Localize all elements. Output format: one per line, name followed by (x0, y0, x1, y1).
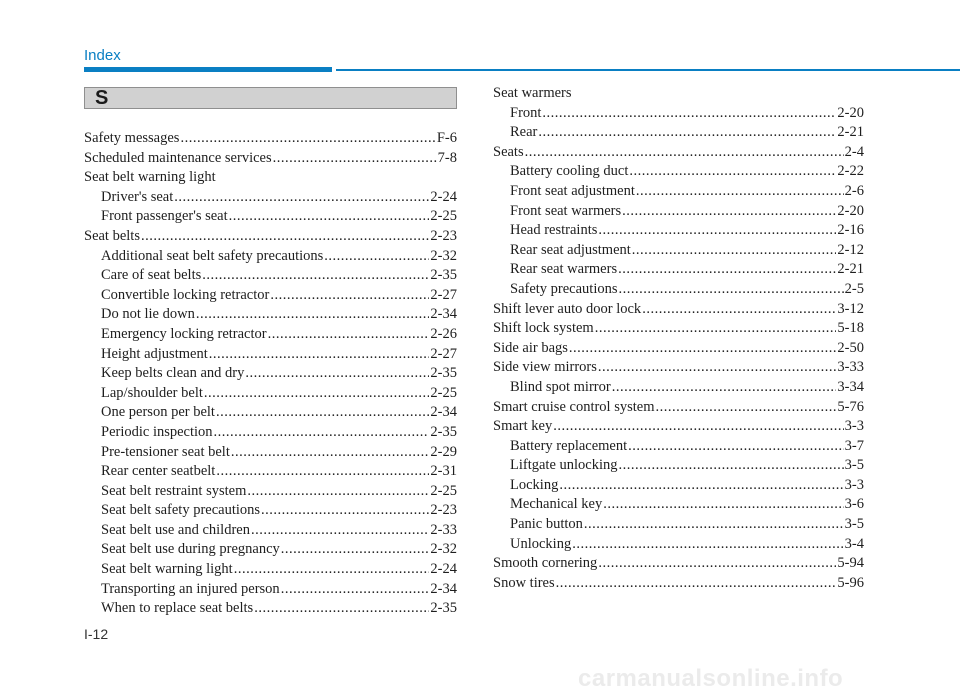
index-entry-page: 2-27 (430, 286, 457, 303)
index-entry-page: F-6 (436, 130, 457, 146)
index-entry (493, 574, 864, 594)
dot-leader (196, 305, 430, 325)
dot-leader (629, 162, 836, 182)
index-entry-text: Front passenger's seat (101, 208, 228, 225)
dot-leader (538, 123, 836, 143)
index-entry-page: 3-12 (837, 300, 864, 317)
index-entry-page: 2-4 (844, 143, 864, 160)
index-entry-text: Convertible locking retractor (101, 286, 270, 303)
index-entry-page: 2-32 (430, 247, 457, 264)
dot-leader (636, 182, 844, 202)
index-entry-text: Driver's seat (101, 188, 174, 205)
index-entry-text: Seat belt warning light (84, 169, 216, 186)
index-subentry (493, 260, 864, 280)
dot-leader (324, 247, 429, 267)
index-entry-text: Keep belts clean and dry (101, 365, 245, 382)
index-entry-text: Rear seat warmers (510, 261, 618, 278)
dot-leader (598, 221, 836, 241)
index-subentry (493, 476, 864, 496)
dot-leader (618, 260, 836, 280)
index-entry-text: Additional seat belt safety precautions (101, 247, 324, 264)
index-entry-page: 2-26 (430, 325, 457, 342)
dot-leader (598, 358, 837, 378)
dot-leader (655, 398, 836, 418)
index-subentry (84, 540, 457, 560)
index-subentry (493, 162, 864, 182)
index-subentry (84, 462, 457, 482)
dot-leader (584, 515, 844, 535)
index-subentry (84, 286, 457, 306)
index-entry-page: 2-21 (837, 261, 864, 278)
index-entry-page: 2-27 (430, 345, 457, 362)
index-entry-text: Lap/shoulder belt (101, 384, 203, 401)
index-entry (493, 84, 864, 104)
index-entry-page: 5-96 (837, 574, 864, 591)
dot-leader (202, 266, 429, 286)
section-letter: S (95, 87, 109, 109)
dot-leader (270, 286, 429, 306)
index-entry-text: Scheduled maintenance services (84, 149, 272, 166)
index-entry (493, 339, 864, 359)
index-subentry (493, 437, 864, 457)
index-entry-text: Panic button (510, 516, 583, 533)
dot-leader (216, 403, 429, 423)
index-entry-page: 2-24 (430, 561, 457, 578)
dot-leader (254, 599, 429, 619)
index-entry-text: Do not lie down (101, 306, 195, 323)
dot-leader (247, 482, 429, 502)
dot-leader (553, 417, 843, 437)
index-entry-page: 5-94 (837, 555, 864, 572)
header-rule-thick (84, 67, 332, 72)
index-entry-page: 2-24 (430, 188, 457, 205)
index-subentry (84, 345, 457, 365)
dot-leader (525, 143, 844, 163)
index-entry (493, 319, 864, 339)
dot-leader (559, 476, 843, 496)
index-entry-page: 2-5 (844, 280, 864, 297)
dot-leader (572, 535, 843, 555)
index-subentry (84, 599, 457, 619)
index-entry-text: Pre-tensioner seat belt (101, 443, 230, 460)
index-entry-text: Seats (493, 143, 524, 160)
index-entry-page: 2-12 (837, 241, 864, 258)
index-entry-page: 2-34 (430, 306, 457, 323)
index-entry-page: 3-5 (844, 457, 864, 474)
index-entry-page: 2-34 (430, 580, 457, 597)
index-entry-text: Rear seat adjustment (510, 241, 631, 258)
dot-leader (622, 202, 836, 222)
section-heading-box (84, 87, 457, 109)
index-entry-text: Battery replacement (510, 437, 628, 454)
dot-leader (598, 554, 836, 574)
index-entry-page: 3-3 (844, 476, 864, 493)
index-entry-page: 2-35 (430, 600, 457, 617)
index-entry-page: 2-29 (430, 443, 457, 460)
index-entry-text: Front (510, 104, 542, 121)
watermark: carmanualsonline.info (578, 665, 844, 692)
index-entry-text: Mechanical key (510, 496, 603, 513)
index-subentry (493, 221, 864, 241)
index-subentry (493, 182, 864, 202)
dot-leader (542, 104, 836, 124)
index-subentry (84, 188, 457, 208)
index-entry-page: 2-20 (837, 202, 864, 219)
index-entry (84, 168, 457, 188)
index-entry-page: 2-35 (430, 267, 457, 284)
index-subentry (493, 535, 864, 555)
index-entry-page: 2-22 (837, 163, 864, 180)
index-entry-text: Side view mirrors (493, 359, 597, 376)
dot-leader (180, 129, 435, 149)
index-entry-page: 3-7 (844, 437, 864, 454)
index-subentry (493, 104, 864, 124)
index-subentry (493, 495, 864, 515)
index-entry-text: Seat warmers (493, 85, 572, 101)
dot-leader (261, 501, 429, 521)
index-entry-text: One person per belt (101, 404, 215, 421)
index-entry-page: 2-20 (837, 104, 864, 121)
index-entry-page: 2-16 (837, 222, 864, 239)
index-entry-page: 2-35 (430, 423, 457, 440)
dot-leader (281, 580, 430, 600)
index-entry (84, 129, 457, 149)
index-entry-text: Periodic inspection (101, 423, 213, 440)
index-column-left (84, 129, 457, 619)
index-entry-text: Liftgate unlocking (510, 457, 618, 474)
page-number: I-12 (84, 626, 109, 642)
index-entry-text: Rear (510, 124, 538, 141)
index-entry (84, 227, 457, 247)
dot-leader (234, 560, 430, 580)
index-subentry (493, 202, 864, 222)
index-subentry (84, 580, 457, 600)
index-entry-text: Shift lock system (493, 320, 594, 337)
dot-leader (569, 339, 837, 359)
index-subentry (84, 560, 457, 580)
index-subentry (84, 305, 457, 325)
index-entry-page: 2-25 (430, 482, 457, 499)
index-entry-text: Shift lever auto door lock (493, 300, 642, 317)
dot-leader (245, 364, 429, 384)
index-entry-text: Seat belt use during pregnancy (101, 541, 280, 558)
index-subentry (84, 207, 457, 227)
index-entry-page: 5-76 (837, 398, 864, 415)
dot-leader (229, 207, 430, 227)
index-entry-text: Blind spot mirror (510, 378, 611, 395)
index-subentry (84, 247, 457, 267)
index-entry-text: Emergency locking retractor (101, 325, 267, 342)
dot-leader (603, 495, 843, 515)
index-subentry (493, 378, 864, 398)
index-entry-text: Smooth cornering (493, 555, 598, 572)
index-column-right (493, 84, 864, 593)
index-entry-page: 2-33 (430, 521, 457, 538)
index-entry-text: Seat belt warning light (101, 561, 233, 578)
index-entry-text: Seat belt restraint system (101, 482, 247, 499)
index-entry-page: 7-8 (437, 149, 457, 166)
index-entry-text: Seat belt use and children (101, 521, 250, 538)
dot-leader (174, 188, 429, 208)
index-entry-page: 2-23 (430, 502, 457, 519)
index-entry-page: 5-18 (837, 320, 864, 337)
dot-leader (209, 345, 430, 365)
index-entry-text: Seat belts (84, 227, 140, 244)
index-entry-text: Seat belt safety precautions (101, 502, 261, 519)
index-subentry (493, 280, 864, 300)
index-entry-text: Smart cruise control system (493, 398, 655, 415)
dot-leader (216, 462, 429, 482)
dot-leader (556, 574, 837, 594)
index-entry-page: 3-4 (844, 535, 864, 552)
dot-leader (251, 521, 429, 541)
index-entry-page: 2-31 (430, 463, 457, 480)
index-entry (493, 358, 864, 378)
index-entry-text: Battery cooling duct (510, 163, 629, 180)
index-entry-text: Unlocking (510, 535, 572, 552)
dot-leader (281, 540, 430, 560)
index-entry-text: Front seat adjustment (510, 182, 635, 199)
header-title: Index (84, 47, 121, 64)
index-entry-text: Smart key (493, 418, 553, 435)
dot-leader (612, 378, 837, 398)
index-entry-text: Side air bags (493, 339, 568, 356)
index-entry-page: 2-25 (430, 208, 457, 225)
index-entry-text: Rear center seatbelt (101, 463, 216, 480)
index-entry-page: 3-5 (844, 516, 864, 533)
index-subentry (84, 482, 457, 502)
dot-leader (268, 325, 430, 345)
index-entry-page: 2-50 (837, 339, 864, 356)
index-entry-page: 2-35 (430, 365, 457, 382)
header-rule-thin (336, 69, 960, 71)
index-entry-page: 2-34 (430, 404, 457, 421)
dot-leader (632, 241, 837, 261)
dot-leader (628, 437, 844, 457)
index-subentry (84, 325, 457, 345)
index-subentry (84, 266, 457, 286)
index-subentry (84, 403, 457, 423)
index-entry-page: 2-21 (837, 124, 864, 141)
index-entry-text: Head restraints (510, 222, 598, 239)
index-entry (493, 300, 864, 320)
index-subentry (84, 443, 457, 463)
index-subentry (84, 521, 457, 541)
index-entry-text: Front seat warmers (510, 202, 622, 219)
index-subentry (84, 423, 457, 443)
index-entry-text: Safety messages (84, 130, 180, 146)
index-entry-text: Transporting an injured person (101, 580, 280, 597)
index-entry-page: 2-25 (430, 384, 457, 401)
dot-leader (273, 149, 437, 169)
index-subentry (84, 501, 457, 521)
index-subentry (493, 456, 864, 476)
index-subentry (493, 241, 864, 261)
index-subentry (493, 123, 864, 143)
dot-leader (619, 456, 844, 476)
index-entry-text: When to replace seat belts (101, 600, 254, 617)
index-entry-page: 3-33 (837, 359, 864, 376)
index-subentry (493, 515, 864, 535)
index-entry-page: 2-32 (430, 541, 457, 558)
index-entry-page: 3-3 (844, 418, 864, 435)
index-entry-text: Safety precautions (510, 280, 618, 297)
index-entry-text: Care of seat belts (101, 267, 202, 284)
index-entry-page: 2-23 (430, 227, 457, 244)
index-entry (493, 554, 864, 574)
index-entry (493, 398, 864, 418)
index-entry-page: 3-6 (844, 496, 864, 513)
dot-leader (595, 319, 837, 339)
index-entry-page: 2-6 (844, 182, 864, 199)
dot-leader (619, 280, 844, 300)
index-entry-page: 3-34 (837, 378, 864, 395)
index-entry (493, 143, 864, 163)
dot-leader (141, 227, 429, 247)
index-entry-text: Height adjustment (101, 345, 208, 362)
index-subentry (84, 384, 457, 404)
index-entry (493, 417, 864, 437)
dot-leader (231, 443, 430, 463)
dot-leader (204, 384, 430, 404)
index-entry (84, 149, 457, 169)
index-entry-text: Locking (510, 476, 559, 493)
index-subentry (84, 364, 457, 384)
dot-leader (214, 423, 430, 443)
index-entry-text: Snow tires (493, 574, 555, 591)
dot-leader (642, 300, 836, 320)
